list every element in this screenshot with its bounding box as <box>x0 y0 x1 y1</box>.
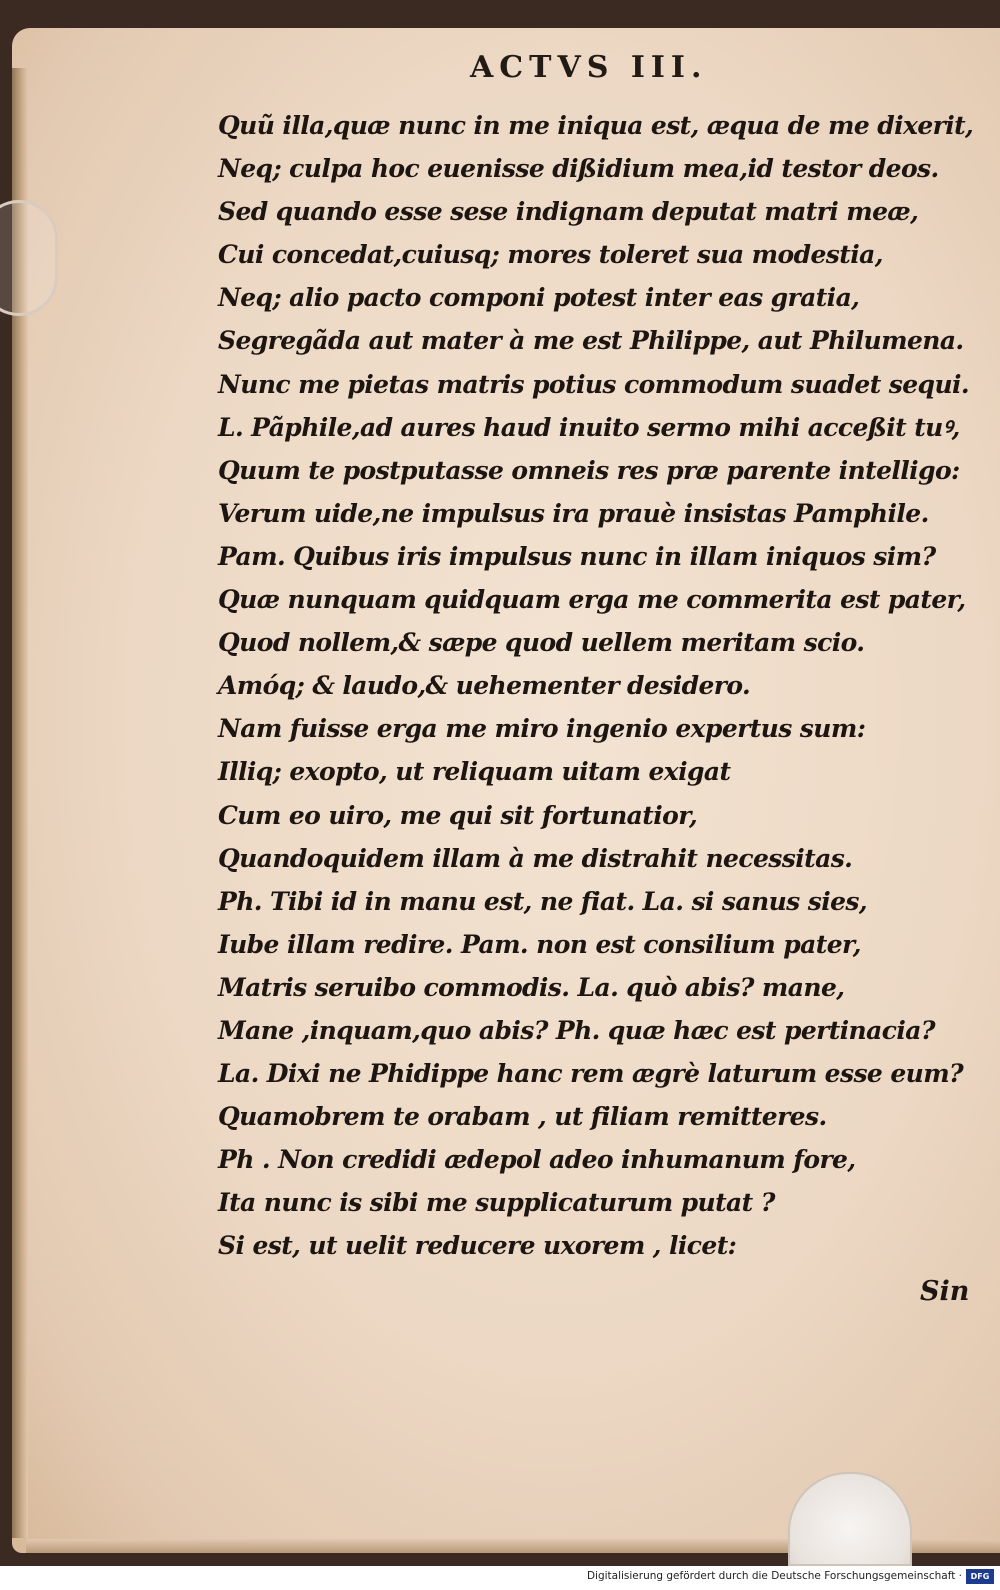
verse-line: Iube illam redire. Pam. non est consilium pater, <box>218 929 861 959</box>
verse-line: Cum eo uiro, me qui sit fortunatior, <box>218 800 698 830</box>
funding-note: Digitalisierung gefördert durch die Deutsche Forschungsgemeinschaft · <box>586 1570 962 1582</box>
verse-line: Neq; culpa hoc euenisse dißidium mea,id testor deos. <box>218 154 939 184</box>
verse-line: Quæ nunquam quidquam erga me commerita est pater, <box>218 585 966 615</box>
verse-line: L. Pãphile,ad aures haud inuito sermo mihi acceßit tuꝰ, <box>218 412 960 442</box>
verse-line: Illiq; exopto, ut reliquam uitam exigat <box>218 757 731 787</box>
left-page-clip <box>0 200 58 316</box>
verse-text-block <box>218 104 978 1268</box>
running-head: ACTVS III. <box>470 50 708 85</box>
verse-line: Nam fuisse erga me miro ingenio expertus sum: <box>218 714 866 744</box>
verse-line: Ita nunc is sibi me supplicaturum putat ? <box>218 1188 775 1218</box>
verse-line: Sed quando esse sese indignam deputat matri meæ, <box>218 197 919 227</box>
verse-line: Verum uide,ne impulsus ira prauè insistas Pamphile. <box>218 498 929 528</box>
verse-line: Segregãda aut mater à me est Philippe, aut Philumena. <box>218 326 964 356</box>
verse-line: Matris seruibo commodis. La. quò abis? mane, <box>218 972 845 1002</box>
verse-line: Ph. Tibi id in manu est, ne fiat. La. si sanus sies, <box>218 886 867 916</box>
dfg-logo: DFG <box>966 1569 994 1584</box>
verse-line: Quũ illa,quæ nunc in me iniqua est, æqua de me dixerit, <box>218 111 974 140</box>
verse-line: Quandoquidem illam à me distrahit necessitas. <box>218 843 853 873</box>
verse-line: Quum te postputasse omneis res præ parente intelligo: <box>218 455 960 485</box>
verse-line: Si est, ut uelit reducere uxorem , licet: <box>218 1231 737 1261</box>
verse-line: Quod nollem,& sæpe quod uellem meritam scio. <box>218 628 865 658</box>
verse-line: Neq; alio pacto componi potest inter eas gratia, <box>218 283 860 313</box>
verse-line: La. Dixi ne Phidippe hanc rem ægrè laturum esse eum? <box>218 1059 964 1089</box>
verse-line: Pam. Quibus iris impulsus nunc in illam iniquos sim? <box>218 541 936 571</box>
catchword: Sin <box>920 1276 970 1307</box>
verse-line: Quamobrem te orabam , ut filiam remitteres. <box>218 1102 827 1132</box>
verse-line: Mane ,inquam,quo abis? Ph. quæ hæc est pertinacia? <box>218 1015 935 1045</box>
verse-line: Ph . Non credidi ædepol adeo inhumanum fore, <box>218 1145 856 1175</box>
verse-line: Nunc me pietas matris potius commodum suadet sequi. <box>218 369 970 399</box>
digitization-footer <box>0 1566 1000 1590</box>
verse-line: Amóq; & laudo,& uehementer desidero. <box>218 671 751 701</box>
verse-line: Cui concedat,cuiusq; mores toleret sua modestia, <box>218 240 883 270</box>
